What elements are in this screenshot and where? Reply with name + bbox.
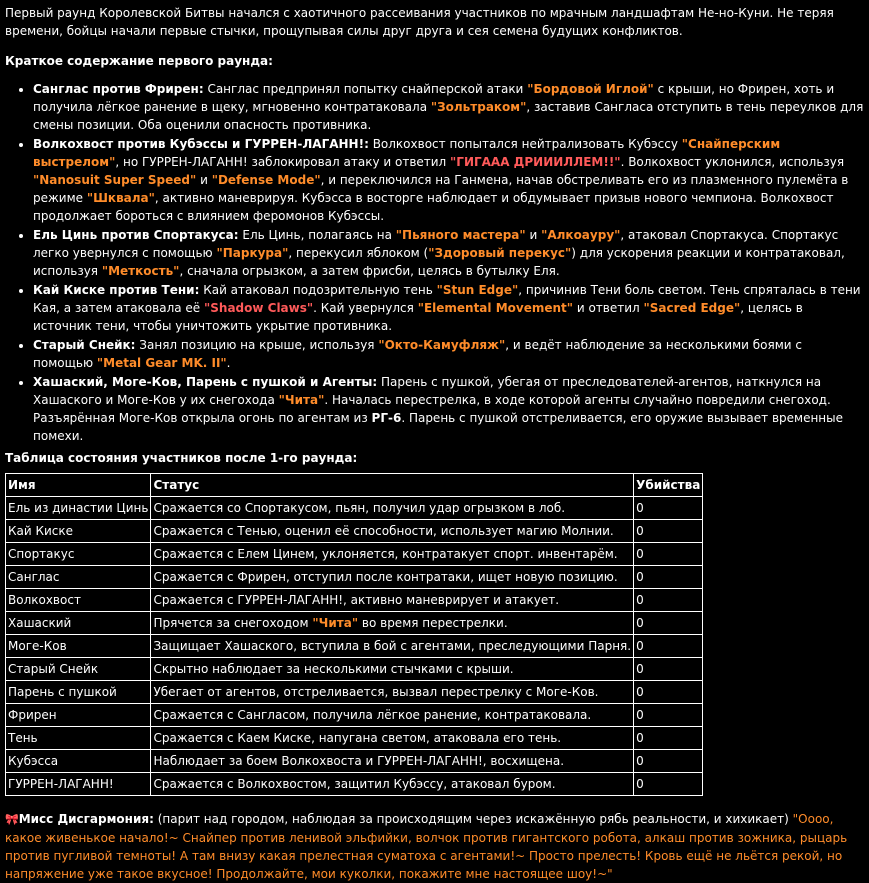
skill-highlight: "Пьяного мастера" (395, 228, 526, 242)
item-text: и (196, 173, 212, 187)
table-row (6, 520, 703, 543)
item-title: Волкохвост против Кубэссы и ГУРРЕН-ЛАГАНН!: (33, 137, 369, 151)
cell-name: Санглас (6, 566, 151, 589)
table-row (6, 658, 703, 681)
skill-highlight: "Nanosuit Super Speed" (33, 173, 197, 187)
cell-status: Сражается с Елем Цинем, уклоняется, контратакует спорт. инвентарём. (151, 543, 634, 566)
cell-kills: 0 (634, 612, 703, 635)
table-row (6, 635, 703, 658)
cell-status: Сражается с Сангласом, получила лёгкое ранение, контратаковала. (151, 704, 634, 727)
item-text: и (525, 228, 542, 242)
cell-status: Убегает от агентов, отстреливается, вызвал перестрелку с Моге-Ков. (151, 681, 634, 704)
table-row (6, 543, 703, 566)
cell-status: Сражается с Волкохвостом, защитил Кубэссу, атаковал буром. (151, 773, 634, 796)
skill-highlight: "Metal Gear MK. II" (96, 356, 227, 370)
cell-status: Сражается со Спортакусом, пьян, получил удар огрызком в лоб. (151, 497, 634, 520)
skill-highlight: "Алкоауру" (541, 228, 621, 242)
skill-highlight: "Паркура" (216, 246, 289, 260)
column-header-name: Имя (6, 474, 151, 497)
item-text: . Кай увернулся (313, 301, 418, 315)
item-text: , причинив Тени боль светом. Тень спряталась в тени Кая, а затем атаковала её (33, 283, 861, 315)
item-title: Старый Снейк: (33, 338, 136, 352)
cell-name: Парень с пушкой (6, 681, 151, 704)
item-text: . Волкохвост уклонился, используя (620, 155, 845, 169)
cell-kills: 0 (634, 681, 703, 704)
item-text: . Началась перестрелка, в ходе которой агенты случайно повредили снегоход. Разъярённая Моге-Ков открыла огонь по агентам из (33, 393, 831, 425)
item-text: и ответил (573, 301, 644, 315)
table-row (6, 497, 703, 520)
cell-kills: 0 (634, 497, 703, 520)
skill-highlight: "Stun Edge" (436, 283, 519, 297)
cell-kills: 0 (634, 635, 703, 658)
item-title: Кай Киске против Тени: (33, 283, 200, 297)
item-text: . Парень с пушкой отстреливается, его оружие вызывает временные помехи. (33, 411, 844, 443)
cell-name: Спортакус (6, 543, 151, 566)
cell-status: Сражается с ГУРРЕН-ЛАГАНН!, активно маневрирует и атакует. (151, 589, 634, 612)
item-text: , активно маневрируя. Кубэсса в восторге наблюдает и обдумывает призыв нового чемпиона. Волкохвост продолжает бороться с влиянием феромонов Кубэссы. (33, 191, 834, 223)
skill-highlight: "Меткость" (101, 264, 180, 278)
list-item (33, 135, 864, 225)
skill-highlight: "Снайперским выстрелом" (33, 137, 781, 169)
table-row (6, 750, 703, 773)
item-text: Волкохвост попытался нейтрализовать Кубэссу (368, 137, 682, 151)
status-table (5, 473, 703, 796)
cell-status: Наблюдает за боем Волкохвоста и ГУРРЕН-ЛАГАНН!, восхищена. (151, 750, 634, 773)
list-item (33, 373, 864, 445)
skill-highlight: "Зольтраком" (430, 100, 527, 114)
table-row (6, 681, 703, 704)
cell-kills: 0 (634, 566, 703, 589)
cell-status: Сражается с Каем Киске, напугана светом, атаковала его тень. (151, 727, 634, 750)
cell-name: Старый Снейк (6, 658, 151, 681)
item-text: Парень с пушкой, убегая от преследователей-агентов, наткнулся на Хашаского и Моге-Ков у их снегохода (33, 375, 822, 407)
table-row (6, 612, 703, 635)
skill-highlight: "Окто-Камуфляж" (378, 338, 506, 352)
skill-highlight: "Elemental Movement" (417, 301, 574, 315)
cell-name: Ель из династии Цинь (6, 497, 151, 520)
intro-text: Первый раунд Королевской Битвы начался с хаотичного рассеивания участников по мрачным ландшафтам Не-но-Куни. Не теряя времени, бойцы начали первые стычки, прощупывая силы друг друга и сея семена будущих конфликтов. (5, 6, 834, 38)
cell-name: Волкохвост (6, 589, 151, 612)
cell-status: Защищает Хашаского, вступила в бой с агентами, преследующими Парня. (151, 635, 634, 658)
item-text: Санглас предпринял попытку снайперской атаки (203, 82, 528, 96)
cell-status: Скрытно наблюдает за несколькими стычками с крыши. (151, 658, 634, 681)
item-text: с крыши, но Фрирен, хоть и получила лёгкое ранение в щеку, мгновенно контратаковала (33, 82, 835, 114)
item-text: , сначала огрызком, а затем фрисби, целясь в бутылку Еля. (179, 264, 560, 278)
status-text: Прячется за снегоходом (153, 616, 313, 630)
cell-name: Хашаский (6, 612, 151, 635)
list-item (33, 336, 864, 372)
cell-status: Сражается с Фрирен, отступил после контратаки, ищет новую позицию. (151, 566, 634, 589)
item-title: Ель Цинь против Спортакуса: (33, 228, 239, 242)
quote-text: "Оооо, какое живенькое начало!~ Снайпер против ленивой эльфийки, волчок против гигантского робота, алкаш против зожника, рыцарь против пугливой темноты! А там внизу какая прелестная суматоха с агентами!~ Просто прелесть! Кровь ещё не льётся рекой, но напряжение уже такое вкусное! Продолжайте, мои куколки, покажите мне настоящее шоу!~" (5, 812, 848, 881)
cell-kills: 0 (634, 773, 703, 796)
table-heading: Таблица состояния участников после 1-го раунда: (5, 451, 358, 465)
table-row (6, 704, 703, 727)
list-item (33, 281, 864, 335)
summary-heading: Краткое содержание первого раунда: (5, 54, 273, 68)
item-text: Занял позицию на крыше, используя (135, 338, 379, 352)
weapon-name: РГ-6 (371, 411, 402, 425)
table-row (6, 727, 703, 750)
item-text: , атаковал Спортакуса. Спортакус легко увернулся с помощью (33, 228, 839, 260)
cell-kills: 0 (634, 589, 703, 612)
table-header-row (6, 474, 703, 497)
skill-highlight: "Шквала" (86, 191, 155, 205)
skill-highlight: "Чита" (312, 616, 359, 630)
item-text: . (226, 356, 231, 370)
narration-text: (парит над городом, наблюдая за происходящим через искажённую рябь реальности, и хихикает) (153, 812, 793, 826)
cell-name: ГУРРЕН-ЛАГАНН! (6, 773, 151, 796)
item-text: Кай атаковал подозрительную тень (199, 283, 437, 297)
column-header-status: Статус (151, 474, 634, 497)
status-text: во время перестрелки. (358, 616, 508, 630)
skill-highlight: "Здоровый перекус" (428, 246, 572, 260)
miss-disharmony-comment (5, 810, 864, 883)
item-text: , но ГУРРЕН-ЛАГАНН! заблокировал атаку и ответил (115, 155, 451, 169)
item-text: , перекусил яблоком ( (288, 246, 429, 260)
table-row (6, 566, 703, 589)
item-text: , и переключился на Ганмена, начав обстреливать его из плазменного пулемёта в режиме (33, 173, 849, 205)
list-item (33, 80, 864, 134)
item-text: , и ведёт наблюдение за несколькими боями с помощью (33, 338, 802, 370)
round-summary-list (5, 80, 864, 445)
item-text: Ель Цинь, полагаясь на (238, 228, 396, 242)
cell-kills: 0 (634, 543, 703, 566)
skill-highlight: "Defense Mode" (211, 173, 321, 187)
list-item (33, 226, 864, 280)
cell-status: Сражается с Тенью, оценил её способности, использует магию Молнии. (151, 520, 634, 543)
skill-highlight: "Shadow Claws" (204, 301, 314, 315)
cell-name: Тень (6, 727, 151, 750)
cell-kills: 0 (634, 727, 703, 750)
skill-highlight: "ГИГААА ДРИИИЛЛЕМ!!" (450, 155, 621, 169)
item-title: Санглас против Фрирен: (33, 82, 204, 96)
table-row (6, 773, 703, 796)
cell-kills: 0 (634, 520, 703, 543)
column-header-kills: Убийства (634, 474, 703, 497)
table-row (6, 589, 703, 612)
cell-name: Моге-Ков (6, 635, 151, 658)
item-text: ) для ускорения реакции и контратаковал, используя (33, 246, 845, 278)
item-text: , заставив Сангласа отступить в тень переулков для смены позиции. Оба оценили опасность противника. (33, 100, 864, 132)
cell-name: Фрирен (6, 704, 151, 727)
cell-name: Кай Киске (6, 520, 151, 543)
cell-kills: 0 (634, 704, 703, 727)
cell-kills: 0 (634, 750, 703, 773)
bow-icon: 🎀 (5, 813, 19, 826)
skill-highlight: "Чита" (278, 393, 325, 407)
cell-status (151, 612, 634, 635)
cell-kills: 0 (634, 658, 703, 681)
cell-name: Кубэсса (6, 750, 151, 773)
item-title: Хашаский, Моге-Ков, Парень с пушкой и Агенты: (33, 375, 378, 389)
item-text: , целясь в источник тени, чтобы уничтожить укрытие противника. (33, 301, 803, 333)
skill-highlight: "Бордовой Иглой" (527, 82, 654, 96)
speaker-name: Мисс Дисгармония: (18, 812, 154, 826)
skill-highlight: "Sacred Edge" (643, 301, 741, 315)
